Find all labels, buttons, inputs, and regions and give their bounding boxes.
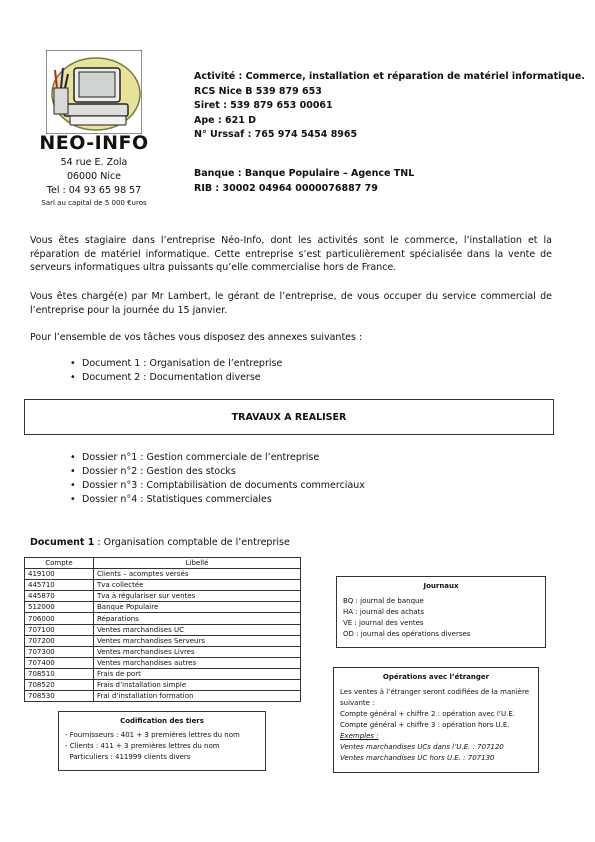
annexes-list: [70, 357, 282, 385]
column-header-libelle: Libellé: [94, 558, 301, 569]
account-code: 707200: [25, 635, 94, 646]
journal-line: BQ : journal de banque: [343, 597, 424, 605]
info-banque: Banque : Banque Populaire – Agence TNL: [194, 168, 415, 179]
account-label: Ventes marchandises UC: [94, 624, 301, 635]
dossiers-list: [70, 451, 365, 507]
account-code: 708520: [25, 680, 94, 691]
info-activite: Activité : Commerce, installation et réparation de matériel informatique.: [194, 71, 585, 82]
intro-paragraph-1: Vous êtes stagiaire dans l’entreprise Néo-Info, dont les activités sont le commerce, l’installation et la réparation de matériel informatique. Cette entreprise s’est particulièrement spécialisée dans la vente de serveurs informatiques ultra puissants qu’elle commercialise hors de France.: [30, 235, 552, 273]
tiers-title: Codification des tiers: [120, 717, 204, 725]
account-label: Ventes marchandises Livres: [94, 646, 301, 657]
company-city: 06000 Nice: [66, 171, 122, 182]
account-code: 706000: [25, 613, 94, 624]
account-code: 445870: [25, 591, 94, 602]
table-row: [25, 624, 301, 635]
list-item: • Document 2 : Documentation diverse: [70, 371, 282, 385]
account-label: Tva à régulariser sur ventes: [94, 591, 301, 602]
account-label: Frais d’installation simple: [94, 680, 301, 691]
company-logo-illustration: [46, 50, 142, 134]
example-line: Ventes marchandises UC hors U.E. : 707130: [340, 754, 495, 762]
table-header-row: [25, 558, 301, 569]
document1-title: [30, 537, 290, 548]
table-row: [25, 569, 301, 580]
account-label: Réparations: [94, 613, 301, 624]
account-label: Frai d’installation formation: [94, 691, 301, 702]
info-rib: RIB : 30002 04964 0000076887 79: [194, 182, 378, 194]
document1-subtitle: : Organisation comptable de l’entreprise: [94, 537, 290, 548]
foreign-operations-title: Opérations avec l’étranger: [382, 673, 490, 681]
journaux-box: [336, 576, 546, 648]
list-item: • Dossier n°3 : Comptabilisation de documents commerciaux: [70, 479, 365, 493]
table-row: [25, 591, 301, 602]
account-code: 708510: [25, 668, 94, 679]
info-siret: Siret : 539 879 653 00061: [194, 100, 333, 111]
journal-line: VE : journal des ventes: [343, 619, 424, 627]
journaux-title: Journaux: [423, 582, 459, 590]
column-header-compte: Compte: [25, 558, 94, 569]
info-urssaf: N° Urssaf : 765 974 5454 8965: [194, 129, 358, 140]
account-code: 419100: [25, 569, 94, 580]
account-label: Ventes marchandises Serveurs: [94, 635, 301, 646]
table-row: [25, 657, 301, 668]
tiers-line: - Fournisseurs : 401 + 3 premières lettres du nom: [65, 731, 240, 739]
info-rcs: RCS Nice B 539 879 653: [194, 85, 322, 97]
company-name: NEO-INFO: [39, 132, 149, 154]
table-row: [25, 613, 301, 624]
account-label: Frais de port: [94, 668, 301, 679]
account-code: 512000: [25, 602, 94, 613]
account-label: Tva collectée: [94, 580, 301, 591]
travaux-heading-box: [24, 399, 554, 435]
table-row: [25, 580, 301, 591]
example-line: Ventes marchandises UCs dans l’U.E. : 707120: [340, 743, 504, 751]
table-row: [25, 668, 301, 679]
account-label: Clients – acomptes versés: [94, 569, 301, 580]
document1-label: Document 1: [30, 537, 95, 548]
tiers-line: Particuliers : 411999 clients divers: [65, 753, 191, 761]
list-item: • Dossier n°1 : Gestion commerciale de l’entreprise: [70, 451, 365, 465]
table-row: [25, 602, 301, 613]
table-row: [25, 691, 301, 702]
account-code: 445710: [25, 580, 94, 591]
account-code: 707400: [25, 657, 94, 668]
foreign-operations-box: [333, 667, 539, 773]
tiers-codification-box: [58, 711, 266, 771]
list-item: • Dossier n°2 : Gestion des stocks: [70, 465, 365, 479]
account-code: 708530: [25, 691, 94, 702]
travaux-title: TRAVAUX A REALISER: [231, 411, 347, 423]
list-item: • Document 1 : Organisation de l’entreprise: [70, 357, 282, 371]
company-street: 54 rue E. Zola: [60, 157, 128, 168]
examples-label: Exemples :: [340, 732, 379, 740]
account-code: 707100: [25, 624, 94, 635]
info-ape: Ape : 621 D: [194, 114, 257, 126]
intro-paragraph-2: Vous êtes chargé(e) par Mr Lambert, le gérant de l’entreprise, de vous occuper du service commercial de l’entreprise pour la journée du 15 janvier.: [30, 291, 552, 316]
account-code: 707300: [25, 646, 94, 657]
foreign-line: Les ventes à l’étranger seront codifiées de la manière suivante :: [340, 688, 529, 707]
account-label: Ventes marchandises autres: [94, 657, 301, 668]
journal-line: OD : journal des opérations diverses: [343, 630, 471, 638]
intro-paragraph-3: Pour l’ensemble de vos tâches vous disposez des annexes suivantes :: [30, 332, 363, 343]
company-info: [194, 70, 585, 143]
table-row: [25, 680, 301, 691]
foreign-line: Compte général + chiffre 3 : opération hors U.E.: [340, 721, 510, 729]
accounts-table: [24, 557, 301, 702]
list-item: • Dossier n°4 : Statistiques commerciales: [70, 493, 365, 507]
foreign-line: Compte général + chiffre 2 : opération avec l’U.E.: [340, 710, 516, 718]
tiers-line: - Clients : 411 + 3 premières lettres du nom: [65, 742, 220, 750]
account-label: Banque Populaire: [94, 602, 301, 613]
company-capital: Sarl au capital de 5 000 €uros: [41, 199, 147, 207]
table-row: [25, 635, 301, 646]
table-row: [25, 646, 301, 657]
company-phone: Tel : 04 93 65 98 57: [46, 185, 142, 196]
bank-info: [194, 167, 414, 196]
journal-line: HA : journal des achats: [343, 608, 425, 616]
